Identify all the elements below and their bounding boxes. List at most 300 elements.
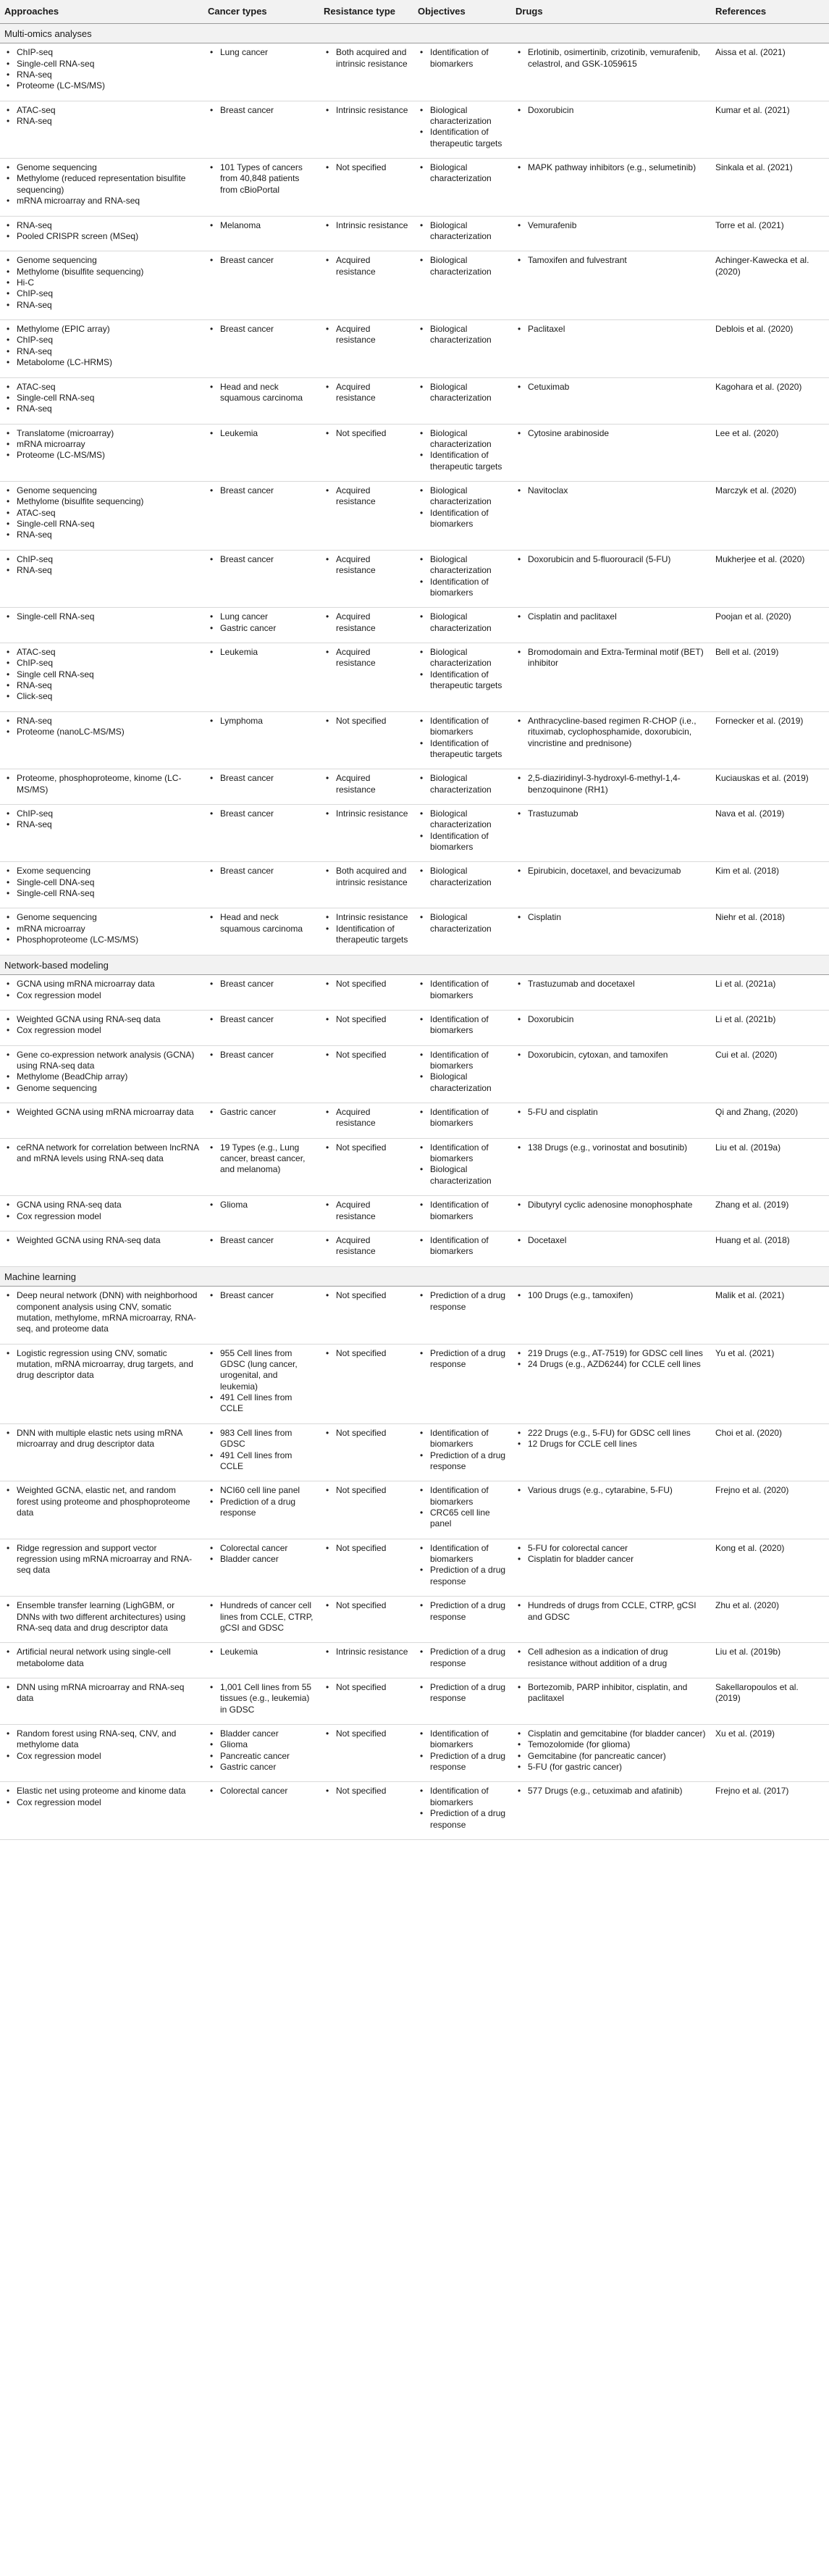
resistance-type-cell xyxy=(319,1423,413,1481)
bullet-list xyxy=(418,1107,507,1129)
approaches-cell xyxy=(0,908,203,955)
cancer-types-cell xyxy=(203,1045,319,1103)
list-item: • RNA-seq xyxy=(4,403,199,414)
list-item: • Identification of biomarkers xyxy=(418,47,507,70)
drugs-cell xyxy=(511,216,711,251)
bullet-list xyxy=(418,1786,507,1830)
resistance-type-cell xyxy=(319,216,413,251)
list-item: • Not specified xyxy=(324,1786,409,1797)
bullet-list xyxy=(208,979,315,990)
list-item: • Prediction of a drug response xyxy=(208,1497,315,1519)
list-item: • Acquired resistance xyxy=(324,382,409,404)
bullet-list xyxy=(208,1014,315,1025)
list-item: • Single cell RNA-seq xyxy=(4,669,199,680)
bullet-list xyxy=(4,1290,199,1334)
bullet-list xyxy=(324,912,409,945)
drugs-cell xyxy=(511,608,711,643)
table-row xyxy=(0,482,829,551)
list-item: • Identification of biomarkers xyxy=(418,1728,507,1751)
cancer-types-cell xyxy=(203,1725,319,1782)
objectives-cell xyxy=(413,1725,511,1782)
list-item: • Pooled CRISPR screen (MSeq) xyxy=(4,231,199,242)
bullet-list xyxy=(324,1050,409,1061)
bullet-list xyxy=(418,554,507,598)
list-item: • Hundreds of drugs from CCLE, CTRP, gCSI and GDSC xyxy=(516,1600,707,1623)
list-item: • Both acquired and intrinsic resistance xyxy=(324,866,409,888)
reference-cell: Xu et al. (2019) xyxy=(711,1725,829,1782)
approaches-cell xyxy=(0,1539,203,1596)
list-item: • RNA-seq xyxy=(4,819,199,830)
list-item: • ATAC-seq xyxy=(4,105,199,116)
table-row xyxy=(0,1678,829,1724)
objectives-cell xyxy=(413,608,511,643)
bullet-list xyxy=(208,1682,315,1715)
reference-cell: Kumar et al. (2021) xyxy=(711,101,829,158)
list-item: • 2,5-diaziridinyl-3-hydroxyl-6-methyl-1,4-benzoquinone (RH1) xyxy=(516,773,707,795)
list-item: • Prediction of a drug response xyxy=(418,1751,507,1773)
list-item: • Glioma xyxy=(208,1200,315,1210)
list-item: • Cisplatin and gemcitabine (for bladder cancer) xyxy=(516,1728,707,1739)
cancer-types-cell xyxy=(203,1678,319,1724)
approaches-cell xyxy=(0,251,203,320)
list-item: • Methylome (BeadChip array) xyxy=(4,1071,199,1082)
list-item: • Acquired resistance xyxy=(324,773,409,795)
reference-cell: Kim et al. (2018) xyxy=(711,862,829,908)
list-item: • Cisplatin for bladder cancer xyxy=(516,1554,707,1565)
list-item: • Acquired resistance xyxy=(324,255,409,277)
resistance-type-cell xyxy=(319,862,413,908)
bullet-list xyxy=(4,611,199,622)
drugs-cell xyxy=(511,424,711,481)
list-item: • Intrinsic resistance xyxy=(324,808,409,819)
list-item: • Head and neck squamous carcinoma xyxy=(208,912,315,934)
objectives-cell xyxy=(413,251,511,320)
cancer-types-cell xyxy=(203,550,319,607)
approaches-cell xyxy=(0,1103,203,1139)
list-item: • Biological characterization xyxy=(418,1071,507,1094)
approaches-cell xyxy=(0,1045,203,1103)
list-item: • Intrinsic resistance xyxy=(324,912,409,923)
reference-cell: Zhu et al. (2020) xyxy=(711,1597,829,1643)
list-item: • Doxorubicin and 5-fluorouracil (5-FU) xyxy=(516,554,707,565)
list-item: • MAPK pathway inhibitors (e.g., selumetinib) xyxy=(516,162,707,173)
reference-cell: Niehr et al. (2018) xyxy=(711,908,829,955)
list-item: • Identification of biomarkers xyxy=(418,1200,507,1222)
list-item: • Biological characterization xyxy=(418,485,507,508)
approaches-cell xyxy=(0,482,203,551)
approaches-cell xyxy=(0,711,203,769)
list-item: • Biological characterization xyxy=(418,1164,507,1187)
list-item: • Acquired resistance xyxy=(324,1107,409,1129)
resistance-type-cell xyxy=(319,711,413,769)
bullet-list xyxy=(4,1682,199,1705)
list-item: • Not specified xyxy=(324,1050,409,1061)
bullet-list xyxy=(418,255,507,277)
list-item: • Breast cancer xyxy=(208,1290,315,1301)
objectives-cell xyxy=(413,159,511,216)
bullet-list xyxy=(516,382,707,393)
list-item: • Prediction of a drug response xyxy=(418,1808,507,1831)
cancer-types-cell xyxy=(203,482,319,551)
list-item: • Identification of biomarkers xyxy=(418,1235,507,1258)
objectives-cell xyxy=(413,769,511,805)
table-row xyxy=(0,1287,829,1344)
bullet-list xyxy=(4,162,199,206)
objectives-cell xyxy=(413,43,511,101)
bullet-list xyxy=(324,1348,409,1359)
bullet-list xyxy=(208,1235,315,1246)
list-item: • 19 Types (e.g., Lung cancer, breast cancer, and melanoma) xyxy=(208,1142,315,1176)
approaches-cell xyxy=(0,643,203,711)
objectives-cell xyxy=(413,1782,511,1839)
bullet-list xyxy=(208,808,315,819)
list-item: • Acquired resistance xyxy=(324,485,409,508)
reference-cell: Choi et al. (2020) xyxy=(711,1423,829,1481)
list-item: • Identification of biomarkers xyxy=(418,1050,507,1072)
resistance-type-cell xyxy=(319,769,413,805)
list-item: • Colorectal cancer xyxy=(208,1786,315,1797)
list-item: • Biological characterization xyxy=(418,255,507,277)
reference-cell: Zhang et al. (2019) xyxy=(711,1196,829,1231)
table-row xyxy=(0,1344,829,1423)
list-item: • Single-cell RNA-seq xyxy=(4,888,199,899)
list-item: • Ridge regression and support vector regression using mRNA microarray and RNA-seq data xyxy=(4,1543,199,1576)
bullet-list xyxy=(516,1348,707,1371)
list-item: • Prediction of a drug response xyxy=(418,1450,507,1473)
reference-cell: Cui et al. (2020) xyxy=(711,1045,829,1103)
list-item: • Leukemia xyxy=(208,428,315,439)
list-item: • 5-FU for colorectal cancer xyxy=(516,1543,707,1554)
list-item: • Biological characterization xyxy=(418,912,507,934)
bullet-list xyxy=(418,611,507,634)
list-item: • Vemurafenib xyxy=(516,220,707,231)
table-row xyxy=(0,1045,829,1103)
bullet-list xyxy=(324,1200,409,1222)
list-item: • Breast cancer xyxy=(208,1235,315,1246)
table-row xyxy=(0,550,829,607)
bullet-list xyxy=(418,1728,507,1773)
list-item: • Various drugs (e.g., cytarabine, 5-FU) xyxy=(516,1485,707,1496)
cancer-types-cell xyxy=(203,1481,319,1539)
bullet-list xyxy=(324,1786,409,1797)
list-item: • RNA-seq xyxy=(4,530,199,540)
table-row xyxy=(0,975,829,1011)
list-item: • Biological characterization xyxy=(418,808,507,831)
list-item: • Acquired resistance xyxy=(324,1235,409,1258)
bullet-list xyxy=(516,428,707,439)
drugs-cell xyxy=(511,1481,711,1539)
reference-cell: Lee et al. (2020) xyxy=(711,424,829,481)
list-item: • GCNA using RNA-seq data xyxy=(4,1200,199,1210)
list-item: • Leukemia xyxy=(208,647,315,658)
drugs-cell xyxy=(511,1196,711,1231)
list-item: • Identification of therapeutic targets xyxy=(418,450,507,472)
table-row xyxy=(0,1725,829,1782)
list-item: • Epirubicin, docetaxel, and bevacizumab xyxy=(516,866,707,877)
bullet-list xyxy=(516,105,707,116)
resistance-type-cell xyxy=(319,159,413,216)
list-item: • Biological characterization xyxy=(418,773,507,795)
list-item: • Identification of therapeutic targets xyxy=(418,738,507,761)
bullet-list xyxy=(324,1485,409,1496)
list-item: • DNN using mRNA microarray and RNA-seq data xyxy=(4,1682,199,1705)
list-item: • Identification of biomarkers xyxy=(418,979,507,1001)
cancer-types-cell xyxy=(203,1231,319,1266)
bullet-list xyxy=(324,1543,409,1554)
drugs-cell xyxy=(511,1231,711,1266)
header-cancer-types: Cancer types xyxy=(203,0,319,23)
approaches-cell xyxy=(0,43,203,101)
bullet-list xyxy=(418,324,507,346)
drugs-cell xyxy=(511,43,711,101)
list-item: • Intrinsic resistance xyxy=(324,220,409,231)
bullet-list xyxy=(516,324,707,335)
list-item: • Identification of biomarkers xyxy=(418,577,507,599)
drugs-cell xyxy=(511,769,711,805)
bullet-list xyxy=(4,554,199,577)
bullet-list xyxy=(418,866,507,888)
bullet-list xyxy=(418,428,507,472)
reference-cell: Achinger-Kawecka et al. (2020) xyxy=(711,251,829,320)
bullet-list xyxy=(418,1200,507,1222)
resistance-type-cell xyxy=(319,320,413,377)
bullet-list xyxy=(324,1682,409,1693)
resistance-type-cell xyxy=(319,1782,413,1839)
cancer-types-cell xyxy=(203,1010,319,1045)
resistance-type-cell xyxy=(319,975,413,1011)
bullet-list xyxy=(324,162,409,173)
bullet-list xyxy=(4,324,199,368)
list-item: • Identification of biomarkers xyxy=(418,716,507,738)
bullet-list xyxy=(324,382,409,404)
approaches-cell xyxy=(0,1196,203,1231)
resistance-type-cell xyxy=(319,1725,413,1782)
resistance-type-cell xyxy=(319,482,413,551)
cancer-types-cell xyxy=(203,251,319,320)
objectives-cell xyxy=(413,1597,511,1643)
list-item: • Artificial neural network using single-cell metabolome data xyxy=(4,1647,199,1669)
drugs-cell xyxy=(511,550,711,607)
bullet-list xyxy=(324,611,409,634)
list-item: • Prediction of a drug response xyxy=(418,1682,507,1705)
list-item: • Glioma xyxy=(208,1739,315,1750)
reference-cell: Marczyk et al. (2020) xyxy=(711,482,829,551)
cancer-types-cell xyxy=(203,608,319,643)
list-item: • Paclitaxel xyxy=(516,324,707,335)
drugs-cell xyxy=(511,377,711,424)
section-title: Multi-omics analyses xyxy=(0,23,829,43)
bullet-list xyxy=(324,808,409,819)
list-item: • 219 Drugs (e.g., AT-7519) for GDSC cell lines xyxy=(516,1348,707,1359)
bullet-list xyxy=(208,716,315,727)
bullet-list xyxy=(324,1728,409,1739)
bullet-list xyxy=(4,105,199,127)
list-item: • 101 Types of cancers from 40,848 patients from cBioPortal xyxy=(208,162,315,196)
list-item: • Bladder cancer xyxy=(208,1728,315,1739)
list-item: • Erlotinib, osimertinib, crizotinib, vemurafenib, celastrol, and GSK-1059615 xyxy=(516,47,707,70)
cancer-types-cell xyxy=(203,862,319,908)
cancer-types-cell xyxy=(203,424,319,481)
bullet-list xyxy=(418,220,507,243)
list-item: • Single-cell RNA-seq xyxy=(4,519,199,530)
bullet-list xyxy=(208,105,315,116)
list-item: • Not specified xyxy=(324,979,409,990)
drugs-cell xyxy=(511,1103,711,1139)
drugs-cell xyxy=(511,1725,711,1782)
list-item: • Gemcitabine (for pancreatic cancer) xyxy=(516,1751,707,1762)
list-item: • Methylome (reduced representation bisulfite sequencing) xyxy=(4,173,199,196)
bullet-list xyxy=(516,1647,707,1669)
drugs-cell xyxy=(511,1287,711,1344)
cancer-types-cell xyxy=(203,1423,319,1481)
header-references: References xyxy=(711,0,829,23)
drugs-cell xyxy=(511,1344,711,1423)
bullet-list xyxy=(516,773,707,795)
bullet-list xyxy=(418,1682,507,1705)
table-row xyxy=(0,1423,829,1481)
bullet-list xyxy=(324,979,409,990)
resistance-type-cell xyxy=(319,1045,413,1103)
cancer-types-cell xyxy=(203,216,319,251)
drugs-cell xyxy=(511,862,711,908)
objectives-cell xyxy=(413,711,511,769)
list-item: • Not specified xyxy=(324,1142,409,1153)
list-item: • Breast cancer xyxy=(208,485,315,496)
bullet-list xyxy=(516,1543,707,1565)
cancer-types-cell xyxy=(203,43,319,101)
bullet-list xyxy=(208,1786,315,1797)
bullet-list xyxy=(516,716,707,749)
list-item: • Single-cell RNA-seq xyxy=(4,59,199,70)
bullet-list xyxy=(4,808,199,831)
reference-cell: Deblois et al. (2020) xyxy=(711,320,829,377)
table-row xyxy=(0,1231,829,1266)
bullet-list xyxy=(4,1107,199,1118)
resistance-type-cell xyxy=(319,908,413,955)
list-item: • Elastic net using proteome and kinome data xyxy=(4,1786,199,1797)
bullet-list xyxy=(516,255,707,266)
approaches-cell xyxy=(0,1643,203,1678)
list-item: • Breast cancer xyxy=(208,324,315,335)
list-item: • Breast cancer xyxy=(208,1050,315,1061)
drugs-cell xyxy=(511,1423,711,1481)
approaches-cell xyxy=(0,1597,203,1643)
bullet-list xyxy=(208,162,315,196)
list-item: • Cell adhesion as a indication of drug resistance without addition of a drug xyxy=(516,1647,707,1669)
list-item: • Cisplatin and paclitaxel xyxy=(516,611,707,622)
list-item: • Lung cancer xyxy=(208,611,315,622)
objectives-cell xyxy=(413,1196,511,1231)
list-item: • Identification of therapeutic targets xyxy=(418,127,507,149)
resistance-type-cell xyxy=(319,550,413,607)
list-item: • Identification of therapeutic targets xyxy=(418,669,507,692)
list-item: • Identification of therapeutic targets xyxy=(324,924,409,946)
list-item: • DNN with multiple elastic nets using mRNA microarray and drug descriptor data xyxy=(4,1428,199,1450)
list-item: • Click-seq xyxy=(4,691,199,702)
table-row xyxy=(0,320,829,377)
list-item: • Bladder cancer xyxy=(208,1554,315,1565)
table-row xyxy=(0,769,829,805)
list-item: • Proteome (nanoLC-MS/MS) xyxy=(4,727,199,737)
cancer-types-cell xyxy=(203,320,319,377)
bullet-list xyxy=(208,47,315,58)
bullet-list xyxy=(418,773,507,795)
resistance-type-cell xyxy=(319,377,413,424)
resistance-type-cell xyxy=(319,1597,413,1643)
list-item: • CRC65 cell line panel xyxy=(418,1507,507,1530)
bullet-list xyxy=(418,1348,507,1371)
bullet-list xyxy=(516,1142,707,1153)
bullet-list xyxy=(4,1728,199,1762)
header-objectives: Objectives xyxy=(413,0,511,23)
list-item: • Biological characterization xyxy=(418,611,507,634)
objectives-cell xyxy=(413,216,511,251)
list-item: • RNA-seq xyxy=(4,346,199,357)
list-item: • Exome sequencing xyxy=(4,866,199,877)
list-item: • Lung cancer xyxy=(208,47,315,58)
list-item: • Prediction of a drug response xyxy=(418,1647,507,1669)
list-item: • Acquired resistance xyxy=(324,324,409,346)
cancer-types-cell xyxy=(203,1138,319,1195)
bullet-list xyxy=(516,912,707,923)
approaches-cell xyxy=(0,1782,203,1839)
bullet-list xyxy=(4,1142,199,1165)
header-approaches: Approaches xyxy=(0,0,203,23)
bullet-list xyxy=(208,1485,315,1518)
bullet-list xyxy=(208,1142,315,1176)
list-item: • GCNA using mRNA microarray data xyxy=(4,979,199,990)
resistance-type-cell xyxy=(319,608,413,643)
bullet-list xyxy=(208,773,315,784)
drugs-cell xyxy=(511,1138,711,1195)
reference-cell: Mukherjee et al. (2020) xyxy=(711,550,829,607)
list-item: • Head and neck squamous carcinoma xyxy=(208,382,315,404)
bullet-list xyxy=(516,1485,707,1496)
bullet-list xyxy=(418,1050,507,1094)
objectives-cell xyxy=(413,1287,511,1344)
drugs-cell xyxy=(511,1010,711,1045)
cancer-types-cell xyxy=(203,804,319,861)
list-item: • Cox regression model xyxy=(4,1751,199,1762)
objectives-cell xyxy=(413,1138,511,1195)
reference-cell: Li et al. (2021a) xyxy=(711,975,829,1011)
reference-cell: Liu et al. (2019a) xyxy=(711,1138,829,1195)
bullet-list xyxy=(4,1200,199,1222)
bullet-list xyxy=(418,1428,507,1472)
list-item: • 222 Drugs (e.g., 5-FU) for GDSC cell lines xyxy=(516,1428,707,1439)
objectives-cell xyxy=(413,482,511,551)
bullet-list xyxy=(324,47,409,70)
bullet-list xyxy=(4,716,199,738)
list-item: • Breast cancer xyxy=(208,866,315,877)
table-row xyxy=(0,43,829,101)
objectives-cell xyxy=(413,1481,511,1539)
list-item: • Cox regression model xyxy=(4,1211,199,1222)
bullet-list xyxy=(516,1050,707,1061)
drugs-cell xyxy=(511,482,711,551)
bullet-list xyxy=(324,485,409,508)
list-item: • Not specified xyxy=(324,1290,409,1301)
table-row xyxy=(0,804,829,861)
section-header-row xyxy=(0,955,829,975)
list-item: • Acquired resistance xyxy=(324,611,409,634)
resistance-type-cell xyxy=(319,1678,413,1724)
bullet-list xyxy=(418,716,507,760)
objectives-cell xyxy=(413,550,511,607)
approaches-cell xyxy=(0,862,203,908)
reference-cell: Malik et al. (2021) xyxy=(711,1287,829,1344)
bullet-list xyxy=(418,105,507,149)
